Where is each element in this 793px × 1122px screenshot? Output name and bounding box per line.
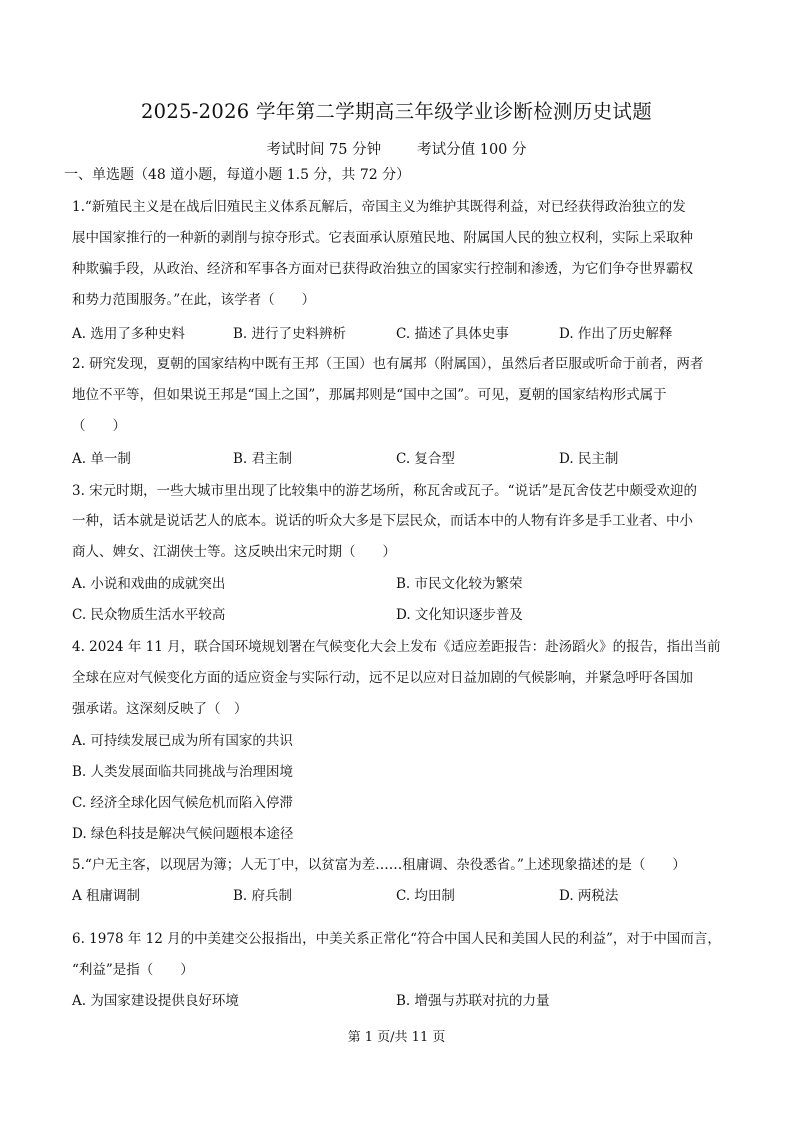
question-2-option-d: D. 民主制 [559, 451, 619, 467]
question-2-line: 2. 研究发现，夏朝的国家结构中既有王邦（王国）也有属邦（附属国），虽然后者臣服或听命于前者，两者 [72, 356, 704, 372]
question-2-line: 地位不平等，但如果说王邦是“国上之国”，那属邦则是“国中之国”。可见，夏朝的国家结构形式属于 [72, 387, 667, 403]
question-4-line: 4. 2024 年 11 月，联合国环境规划署在气候变化大会上发布《适应差距报告：赴汤蹈火》的报告，指出当前 [72, 639, 721, 655]
exam-score: 考试分值 100 分 [417, 142, 527, 158]
question-5-line: 5.“户无主客，以现居为簿；人无丁中，以贫富为差……租庸调、杂役悉省。”上述现象描述的是（ ） [72, 857, 686, 873]
page-number: 第 1 页/共 11 页 [347, 1030, 446, 1045]
question-1-line: 展中国家推行的一种新的剥削与掠夺形式。它表面承认原殖民地、附属国人民的独立权利，实际上采取种 [72, 230, 693, 246]
exam-info [0, 138, 793, 159]
question-5-option-c: C. 均田制 [396, 888, 455, 904]
question-4-option-c: C. 经济全球化因气候危机而陷入停滞 [72, 795, 293, 811]
question-1-option-a: A. 选用了多种史料 [72, 326, 185, 342]
question-4-option-a: A. 可持续发展已成为所有国家的共识 [72, 733, 293, 749]
question-2-option-b: B. 君主制 [233, 451, 293, 467]
question-4-option-d: D. 绿色科技是解决气候问题根本途径 [72, 826, 294, 842]
section-heading: 一、单选题（48 道小题，每道小题 1.5 分，共 72 分） [64, 167, 411, 183]
question-4-line: 强承诺。这深刻反映了（ ） [72, 701, 248, 717]
question-2-option-c: C. 复合型 [396, 451, 455, 467]
question-1-line: 1.“新殖民主义是在战后旧殖民主义体系瓦解后，帝国主义为维护其既得利益，对已经获得政治独立的发 [72, 199, 686, 215]
question-3-option-d: D. 文化知识逐步普及 [396, 607, 523, 623]
exam-time: 考试时间 75 分钟 [266, 142, 382, 158]
question-5-option-b: B. 府兵制 [233, 888, 293, 904]
question-3-option-c: C. 民众物质生活水平较高 [72, 607, 226, 623]
question-1-option-b: B. 进行了史料辨析 [233, 326, 347, 342]
question-6-option-b: B. 增强与苏联对抗的力量 [396, 993, 550, 1009]
question-4-line: 全球在应对气候变化方面的适应资金与实际行动，远不足以应对日益加剧的气候影响，并紧急呼吁各国加 [72, 670, 693, 686]
question-5-option-a: A 租庸调制 [72, 888, 141, 904]
question-3-option-b: B. 市民文化较为繁荣 [396, 576, 523, 592]
question-1-line: 和势力范围服务。”在此，该学者（ ） [72, 292, 316, 308]
question-6-line: 6. 1978 年 12 月的中美建交公报指出，中美关系正常化“符合中国人民和美国人民的利益”，对于中国而言， [72, 931, 721, 947]
question-3-line: 3. 宋元时期，一些大城市里出现了比较集中的游艺场所，称瓦舍或瓦子。“说话”是瓦舍伎艺中颇受欢迎的 [72, 483, 697, 499]
question-3-line: 一种，话本就是说话艺人的底本。说话的听众大多是下层民众，而话本中的人物有许多是手工业者、中小 [72, 513, 693, 529]
exam-title: 2025-2026 学年第二学期高三年级学业诊断检测历史试题 [140, 100, 653, 123]
question-6-option-a: A. 为国家建设提供良好环境 [72, 993, 239, 1009]
question-1-line: 种欺骗手段，从政治、经济和军事各方面对已获得政治独立的国家实行控制和渗透，为它们争夺世界霸权 [72, 261, 693, 277]
question-2-line: （ ） [72, 418, 126, 434]
question-5-option-d: D. 两税法 [559, 888, 619, 904]
question-4-option-b: B. 人类发展面临共同挑战与治理困境 [72, 764, 294, 780]
question-2-option-a: A. 单一制 [72, 451, 131, 467]
question-1-option-c: C. 描述了具体史事 [396, 326, 509, 342]
question-6-line: “利益”是指（ ） [72, 962, 194, 978]
question-3-option-a: A. 小说和戏曲的成就突出 [72, 576, 226, 592]
question-1-option-d: D. 作出了历史解释 [559, 326, 673, 342]
question-3-line: 商人、婢女、江湖侠士等。这反映出宋元时期（ ） [72, 544, 396, 560]
